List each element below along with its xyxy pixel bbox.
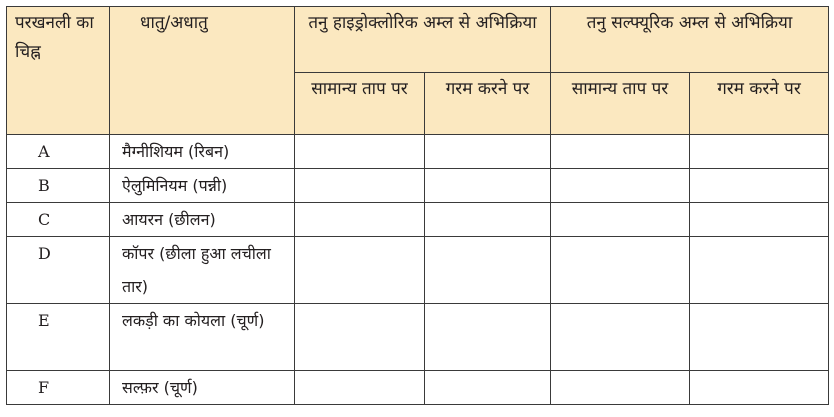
row-mark: A <box>7 135 110 169</box>
table-row <box>7 203 829 237</box>
header-hcl-normal-temp: सामान्य ताप पर <box>295 73 425 135</box>
header-h2so4-normal-temp: सामान्य ताप पर <box>551 73 690 135</box>
row-mark: C <box>7 203 110 237</box>
row-metal: सल्फ़र (चूर्ण) <box>110 371 295 405</box>
table-row <box>7 169 829 203</box>
row-mark: B <box>7 169 110 203</box>
cell-hcl-hot <box>425 135 551 169</box>
header-h2so4-on-heating: गरम करने पर <box>690 73 829 135</box>
table-row <box>7 135 829 169</box>
row-mark: D <box>7 237 110 304</box>
cell-h2so4-normal <box>551 169 690 203</box>
table-row <box>7 304 829 371</box>
cell-hcl-normal <box>295 304 425 371</box>
table-row <box>7 237 829 304</box>
row-metal: मैग्नीशियम (रिबन) <box>110 135 295 169</box>
cell-hcl-normal <box>295 135 425 169</box>
cell-h2so4-normal <box>551 203 690 237</box>
row-mark: F <box>7 371 110 405</box>
table-body <box>7 135 829 405</box>
row-metal: आयरन (छीलन) <box>110 203 295 237</box>
cell-hcl-hot <box>425 371 551 405</box>
cell-h2so4-hot <box>690 203 829 237</box>
cell-h2so4-normal <box>551 135 690 169</box>
table-row <box>7 371 829 405</box>
cell-h2so4-hot <box>690 237 829 304</box>
cell-hcl-normal <box>295 203 425 237</box>
cell-hcl-hot <box>425 203 551 237</box>
cell-h2so4-normal <box>551 371 690 405</box>
row-mark: E <box>7 304 110 371</box>
observation-table <box>6 6 829 405</box>
row-metal: लकड़ी का कोयला (चूर्ण) <box>110 304 295 371</box>
row-metal: कॉपर (छीला हुआ लचीला तार) <box>110 237 295 304</box>
cell-hcl-normal <box>295 371 425 405</box>
cell-h2so4-hot <box>690 371 829 405</box>
header-hcl-on-heating: गरम करने पर <box>425 73 551 135</box>
cell-h2so4-hot <box>690 169 829 203</box>
cell-hcl-normal <box>295 169 425 203</box>
cell-hcl-hot <box>425 237 551 304</box>
row-metal: ऐलुमिनियम (पन्नी) <box>110 169 295 203</box>
header-dilute-hcl-reaction: तनु हाइड्रोक्लोरिक अम्ल से अभिक्रिया <box>295 7 551 73</box>
cell-h2so4-hot <box>690 135 829 169</box>
header-test-tube-mark: परखनली का चिह्न <box>7 7 110 135</box>
table-container <box>6 6 829 405</box>
cell-h2so4-normal <box>551 304 690 371</box>
cell-hcl-hot <box>425 169 551 203</box>
cell-h2so4-normal <box>551 237 690 304</box>
cell-hcl-normal <box>295 237 425 304</box>
table-header <box>7 7 829 135</box>
header-metal-nonmetal: धातु/अधातु <box>110 7 295 135</box>
cell-h2so4-hot <box>690 304 829 371</box>
cell-hcl-hot <box>425 304 551 371</box>
header-dilute-h2so4-reaction: तनु सल्फ्यूरिक अम्ल से अभिक्रिया <box>551 7 829 73</box>
